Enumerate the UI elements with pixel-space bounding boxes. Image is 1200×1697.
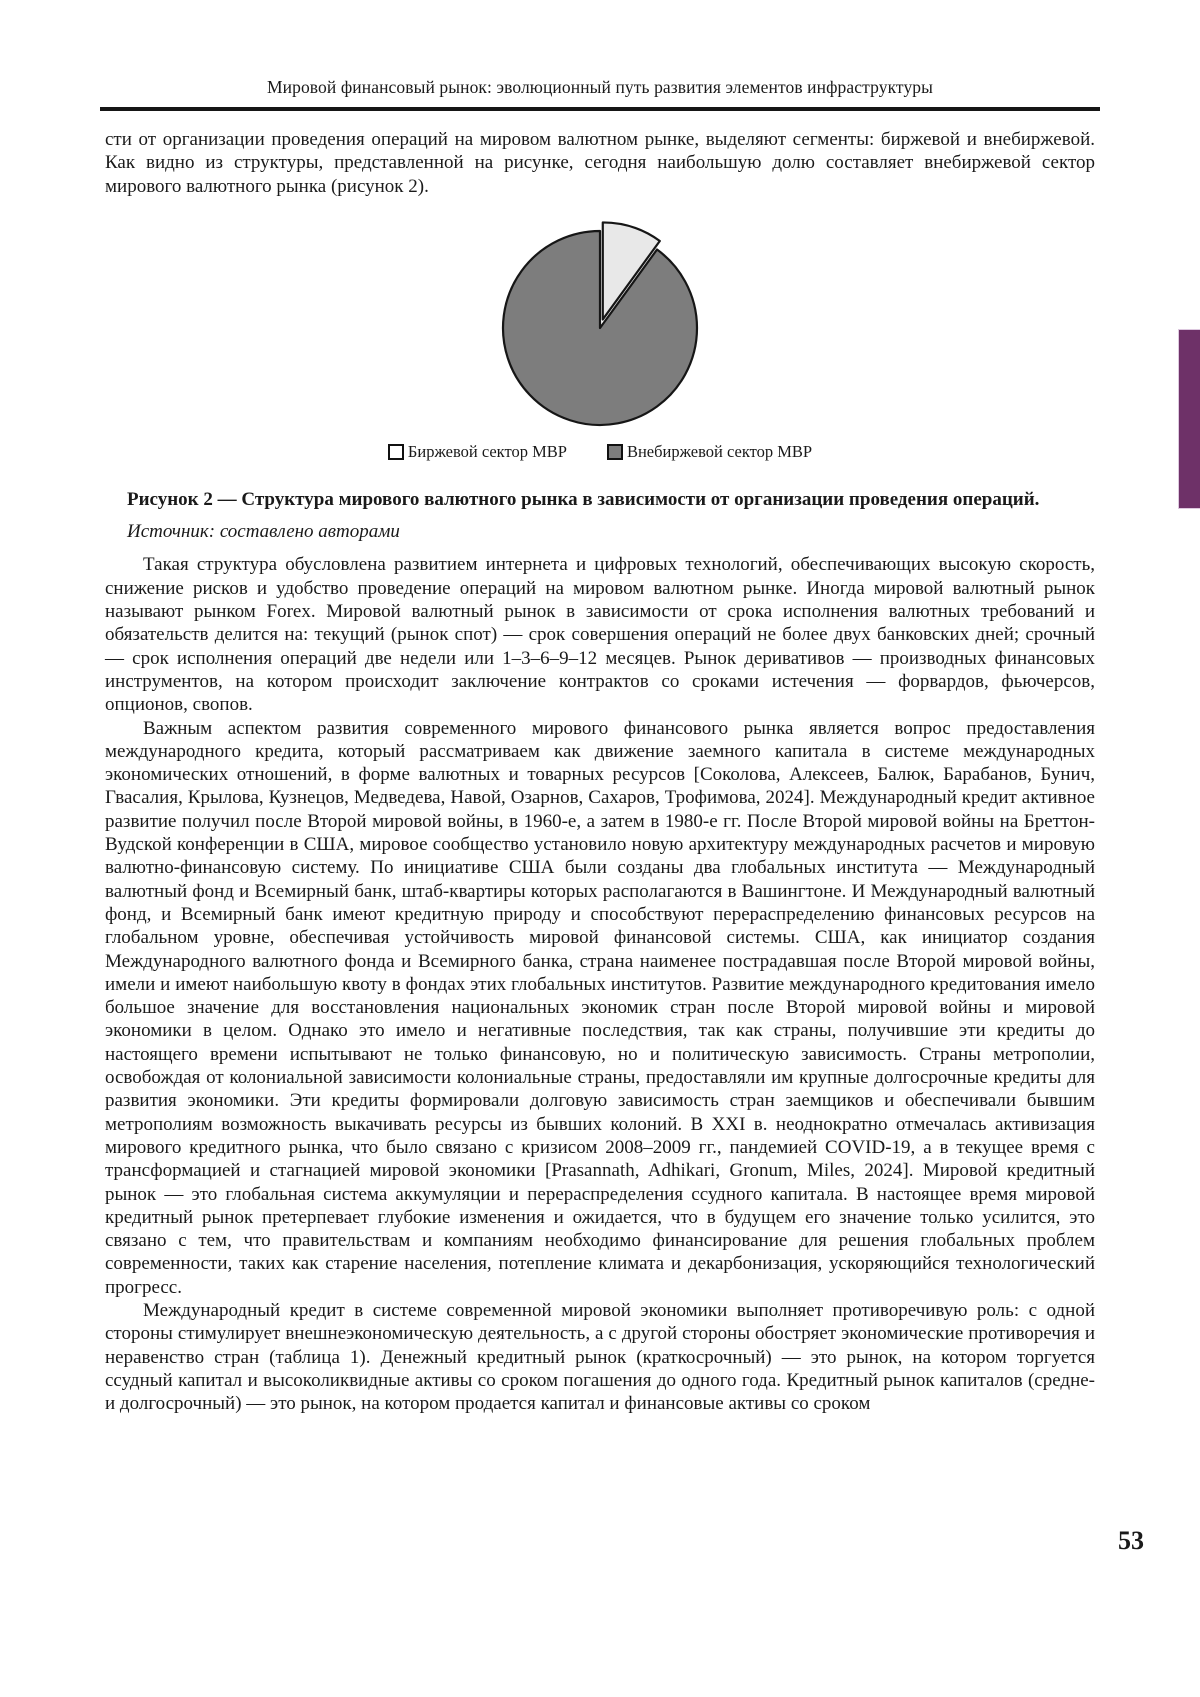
legend-label-exchange: Биржевой сектор МВР <box>407 441 567 461</box>
paragraph-credit-role: Международный кредит в системе современной мировой экономики выполняет противоречивую роль: с одной стороны стимулирует внешнеэкономическую деятельность, а с другой стороны обостряет экономические противоречия и неравенство стран (таблица 1). Денежный кредитный рынок (краткосрочный) — это рынок, на котором торгуется ссудный капитал и высоколиквидные активы со сроком погашения до одного года. Кредитный рынок капиталов (средне- и долгосрочный) — это рынок, на котором продается капитал и финансовые активы со сроком <box>105 1299 1095 1415</box>
legend-label-otc: Внебиржевой сектор МВР <box>626 441 813 461</box>
pie-chart <box>440 204 760 434</box>
figure-caption-block <box>105 488 1095 544</box>
running-head: Мировой финансовый рынок: эволюционный путь развития элементов инфраструктуры <box>266 77 934 97</box>
figure-source: Источник: составлено авторами <box>127 521 400 543</box>
legend-swatch-exchange-icon <box>388 444 404 460</box>
legend-swatch-otc-icon <box>607 444 623 460</box>
paragraph-continuation: сти от организации проведения операций на мировом валютном рынке, выделяют сегменты: биржевой и внебиржевой. Как видно из структуры, представленной на рисунке, сегодня наибольшую долю составляет внебиржевой сектор мирового валютного рынка (рисунок 2). <box>105 129 1095 197</box>
chart-legend <box>105 442 1095 462</box>
pie-slice <box>503 231 697 425</box>
page-number: 53 <box>1118 1526 1144 1555</box>
legend-item-otc <box>607 442 812 462</box>
header-rule <box>100 107 1100 111</box>
legend-item-exchange <box>388 442 567 462</box>
figure-2 <box>105 204 1095 544</box>
section-marker-bar <box>1178 329 1200 509</box>
figure-caption: Рисунок 2 — Структура мирового валютного рынка в зависимости от организации проведения операций. <box>127 488 1040 510</box>
paragraph-structure: Такая структура обусловлена развитием интернета и цифровых технологий, обеспечивающих высокую скорость, снижение рисков и удобство проведение операций на мировом валютном рынке. Иногда мировой валютный рынок называют рынком Forex. Мировой валютный рынок в зависимости от срока исполнения валютных требований и обязательств делится на: текущий (рынок спот) — срок совершения операций не более двух банковских дней; срочный — срок исполнения операций две недели или 1–3–6–9–12 месяцев. Рынок деривативов — производных финансовых инструментов, на котором происходит заключение контрактов со сроками истечения — форвардов, фьючерсов, опционов, свопов. <box>105 554 1095 716</box>
article-body <box>105 128 1095 1415</box>
paragraph-international-credit: Важным аспектом развития современного мирового финансового рынка является вопрос предоставления международного кредита, который рассматриваем как движение заемного капитала в системе международных экономических отношений, в форме валютных и товарных ресурсов [Соколова, Алексеев, Балюк, Барабанов, Бунич, Гвасалия, Крылова, Кузнецов, Медведева, Навой, Озарнов, Сахаров, Трофимова, 2024]. Международный кредит активное развитие получил после Второй мировой войны, в 1960-е, а затем в 1980-е гг. После Второй мировой войны на Бреттон-Вудской конференции в США, мировое сообщество установило новую архитектуру международных расчетов и мировую валютно-финансовую систему. По инициативе США были созданы два глобальных института — Международный валютный фонд и Всемирный банк, штаб-квартиры которых располагаются в Вашингтоне. И Международный валютный фонд, и Всемирный банк имеют кредитную природу и способствуют перераспределению финансовых ресурсов на глобальном уровне, обеспечивая устойчивость мировой финансовой системы. США, как инициатор создания Международного валютного фонда и Всемирного банка, страна наименее пострадавшая после Второй мировой войны, имели и имеют наибольшую квоту в фондах этих глобальных институтов. Развитие международного кредитования имело большое значение для восстановления национальных экономик стран после Второй мировой войны и мировой экономики в целом. Однако это имело и негативные последствия, так как страны, получившие эти кредиты до настоящего времени испытывают не только финансовую, но и политическую зависимость. Страны метрополии, освобождая от колониальной зависимости колониальные страны, предоставляли им крупные долгосрочные кредиты для развития экономики. Эти кредиты формировали долговую зависимость стран заемщиков и обеспечивали бывшим метрополиям возможность выкачивать ресурсы из бывших колоний. В XXI в. неоднократно отмечалась активизация мирового кредитного рынка, что было связано с кризисом 2008–2009 гг., пандемией COVID-19, а в текущее время с трансформацией и стагнацией мировой экономики [Prasannath, Adhikari, Gronum, Miles, 2024]. Мировой кредитный рынок — это глобальная система аккумуляции и перераспределения ссудного капитала. В настоящее время мировой кредитный рынок претерпевает глубокие изменения и ожидается, что в будущем его значение только усилится, это связано с тем, что правительствам и компаниям необходимо финансирование для решения глобальных проблем современности, таких как старение населения, потепление климата и декарбонизация, ускоряющийся технологический прогресс. <box>105 717 1095 1298</box>
